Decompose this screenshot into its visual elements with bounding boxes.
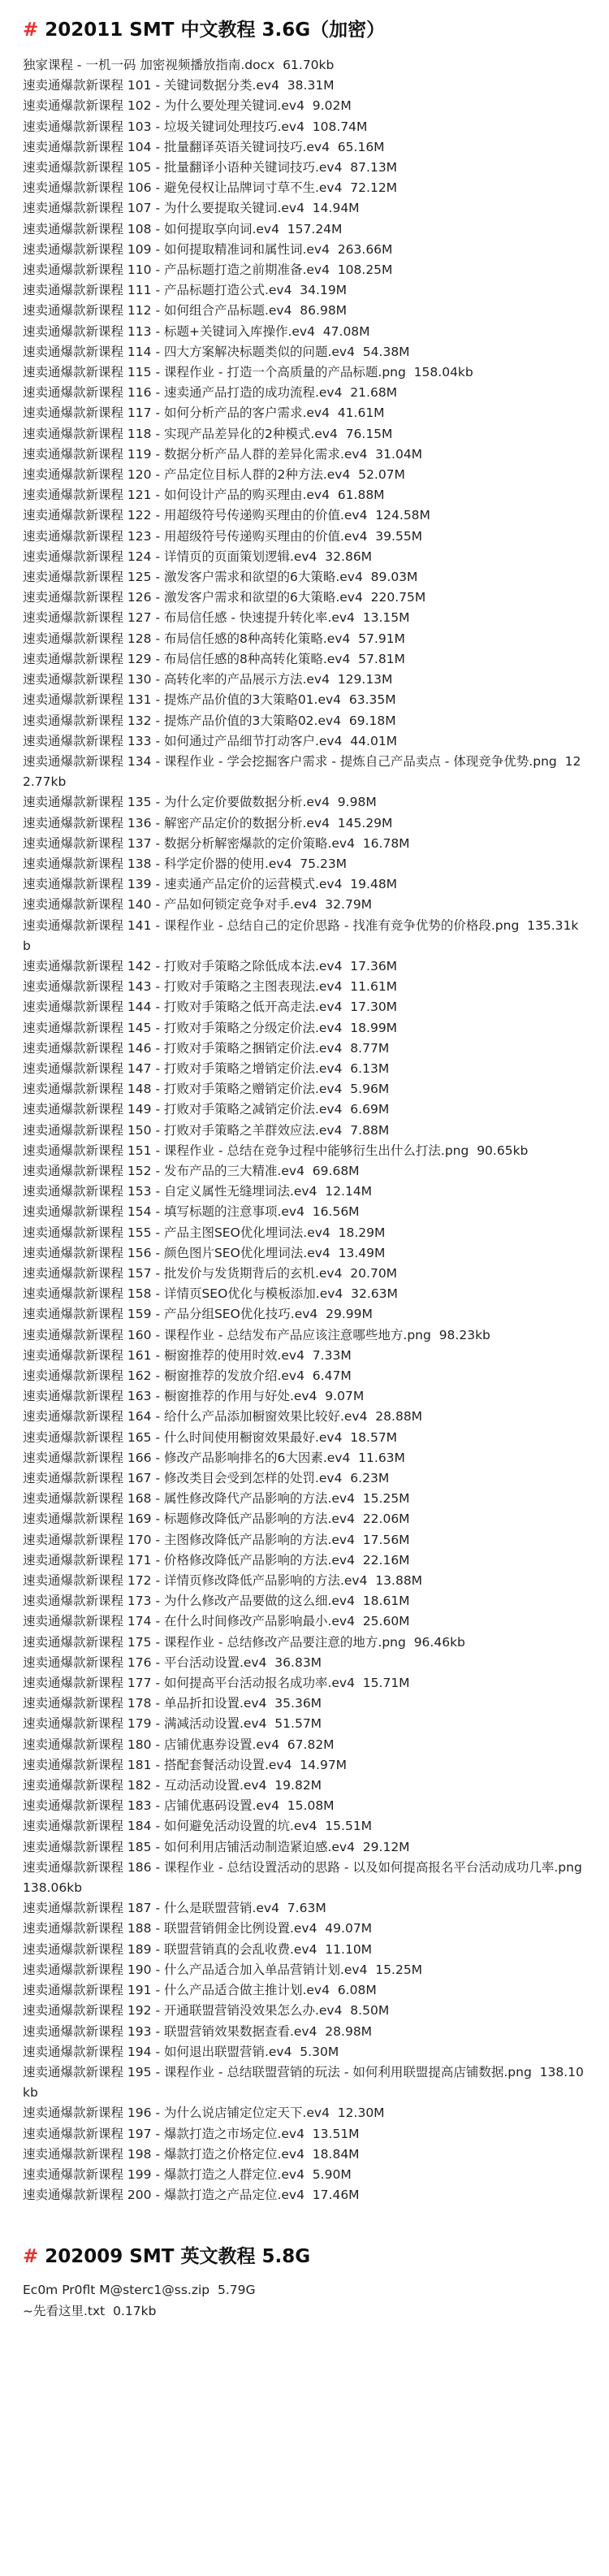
file-list-item: 速卖通爆款新课程 200 - 爆款打造之产品定位.ev4 17.46M [23, 2188, 360, 2203]
file-list-item: 速卖通爆款新课程 189 - 联盟营销真的会乱收费.ev4 11.10M [23, 1941, 373, 1957]
section-divider-space [23, 2205, 586, 2243]
file-list-item: 速卖通爆款新课程 125 - 激发客户需求和欲望的6大策略.ev4 89.03M [23, 570, 418, 585]
file-list-item: 速卖通爆款新课程 153 - 自定义属性无缝埋词法.ev4 12.14M [23, 1184, 373, 1199]
file-list-item: 速卖通爆款新课程 165 - 什么时间使用橱窗效果最好.ev4 18.57M [23, 1429, 398, 1445]
file-list-item: 速卖通爆款新课程 136 - 解密产品定价的数据分析.ev4 145.29M [23, 815, 393, 830]
file-list-item: 速卖通爆款新课程 158 - 详情页SEO优化与模板添加.ev4 32.63M [23, 1286, 398, 1302]
file-list-item: 速卖通爆款新课程 175 - 课程作业 - 总结修改产品要注意的地方.png 96.46kb [23, 1634, 465, 1650]
file-list-item: 速卖通爆款新课程 196 - 为什么说店铺定位定天下.ev4 12.30M [23, 2105, 385, 2121]
file-list-item: 速卖通爆款新课程 157 - 批发价与发货期背后的玄机.ev4 20.70M [23, 1265, 398, 1281]
file-list-item: 速卖通爆款新课程 195 - 课程作业 - 总结联盟营销的玩法 - 如何利用联盟提高店铺数据.png 138.10kb [23, 2064, 584, 2101]
file-list-item: 速卖通爆款新课程 105 - 批量翻译小语种关键词技巧.ev4 87.13M [23, 160, 398, 176]
file-list-item: 速卖通爆款新课程 186 - 课程作业 - 总结设置活动的思路 - 以及如何提高报名平台活动成功几率.png 138.06kb [23, 1859, 590, 1896]
section-heading [23, 2243, 586, 2270]
file-list-item: 速卖通爆款新课程 154 - 填写标题的注意事项.ev4 16.56M [23, 1204, 360, 1220]
file-list-item: 速卖通爆款新课程 182 - 互动活动设置.ev4 19.82M [23, 1778, 322, 1793]
file-list-item: 速卖通爆款新课程 103 - 垃圾关键词处理技巧.ev4 108.74M [23, 119, 368, 134]
file-list-item: 速卖通爆款新课程 172 - 详情页修改降低产品影响的方法.ev4 13.88M [23, 1573, 423, 1589]
file-list-item: 速卖通爆款新课程 176 - 平台活动设置.ev4 36.83M [23, 1654, 322, 1670]
file-list [23, 2280, 586, 2321]
file-list-item: 速卖通爆款新课程 111 - 产品标题打造公式.ev4 34.19M [23, 283, 348, 298]
file-list-item: 速卖通爆款新课程 140 - 产品如何锁定竞争对手.ev4 32.79M [23, 897, 373, 913]
file-list-item: 速卖通爆款新课程 156 - 颜色图片SEO优化埋词法.ev4 13.49M [23, 1245, 386, 1260]
file-list-item: 速卖通爆款新课程 145 - 打败对手策略之分级定价法.ev4 18.99M [23, 1020, 398, 1035]
file-list-item: 速卖通爆款新课程 173 - 为什么修改产品要做的这么细.ev4 18.61M [23, 1594, 410, 1609]
file-list-item: 速卖通爆款新课程 183 - 店铺优惠码设置.ev4 15.08M [23, 1798, 335, 1814]
file-list-item: 速卖通爆款新课程 169 - 标题修改降低产品影响的方法.ev4 22.06M [23, 1511, 410, 1527]
file-list-item: 速卖通爆款新课程 122 - 用超级符号传递购买理由的价值.ev4 124.58M [23, 508, 430, 523]
file-list-item: 速卖通爆款新课程 123 - 用超级符号传递购买理由的价值.ev4 39.55M [23, 528, 423, 544]
file-list-item: 速卖通爆款新课程 130 - 高转化率的产品展示方法.ev4 129.13M [23, 672, 393, 687]
file-list-item: 速卖通爆款新课程 132 - 提炼产品价值的3大策略02.ev4 69.18M [23, 713, 396, 728]
file-list-item: 速卖通爆款新课程 133 - 如何通过产品细节打动客户.ev4 44.01M [23, 733, 398, 748]
file-list-item: 速卖通爆款新课程 108 - 如何提取享向词.ev4 157.24M [23, 221, 343, 236]
file-list-item: 速卖通爆款新课程 119 - 数据分析产品人群的差异化需求.ev4 31.04M [23, 446, 423, 462]
file-list-item: 速卖通爆款新课程 101 - 关键词数据分类.ev4 38.31M [23, 78, 335, 93]
file-list-item: 速卖通爆款新课程 137 - 数据分析解密爆款的定价策略.ev4 16.78M [23, 835, 410, 851]
file-list-item: 速卖通爆款新课程 110 - 产品标题打造之前期准备.ev4 108.25M [23, 262, 393, 278]
file-list-item: 速卖通爆款新课程 113 - 标题+关键词入库操作.ev4 47.08M [23, 323, 370, 339]
file-list-item: 速卖通爆款新课程 166 - 修改产品影响排名的6大因素.ev4 11.63M [23, 1450, 405, 1465]
section-chinese-course [23, 16, 590, 2205]
file-list-item: 速卖通爆款新课程 155 - 产品主图SEO优化埋词法.ev4 18.29M [23, 1225, 386, 1240]
file-list-item: 速卖通爆款新课程 164 - 给什么产品添加橱窗效果比较好.ev4 28.88M [23, 1409, 423, 1425]
file-list-item: 速卖通爆款新课程 160 - 课程作业 - 总结发布产品应该注意哪些地方.png 98.23kb [23, 1327, 490, 1342]
file-list-item: 速卖通爆款新课程 171 - 价格修改降低产品影响的方法.ev4 22.16M [23, 1552, 410, 1568]
file-list-item: 速卖通爆款新课程 162 - 橱窗推荐的发放介绍.ev4 6.47M [23, 1368, 352, 1383]
file-list-item: 速卖通爆款新课程 139 - 速卖通产品定价的运营模式.ev4 19.48M [23, 877, 398, 892]
file-list-item: 速卖通爆款新课程 174 - 在什么时间修改产品影响最小.ev4 25.60M [23, 1614, 410, 1629]
file-list-item: 速卖通爆款新课程 104 - 批量翻译英语关键词技巧.ev4 65.16M [23, 139, 385, 154]
file-list-item: 速卖通爆款新课程 197 - 爆款打造之市场定位.ev4 13.51M [23, 2126, 360, 2141]
file-list-item: 速卖通爆款新课程 180 - 店铺优惠券设置.ev4 67.82M [23, 1737, 335, 1752]
file-list-item: 速卖通爆款新课程 109 - 如何提取精准词和属性词.ev4 263.66M [23, 241, 393, 257]
section-heading [23, 16, 586, 44]
file-list-item: 速卖通爆款新课程 114 - 四大方案解决标题类似的问题.ev4 54.38M [23, 344, 410, 359]
file-list-item: 速卖通爆款新课程 106 - 避免侵权让品牌词寸草不生.ev4 72.12M [23, 180, 398, 196]
file-list-item: 速卖通爆款新课程 161 - 橱窗推荐的使用时效.ev4 7.33M [23, 1347, 352, 1363]
file-list-item: 速卖通爆款新课程 151 - 课程作业 - 总结在竞争过程中能够衍生出什么打法.png 90.65kb [23, 1143, 529, 1158]
file-list-item: 速卖通爆款新课程 121 - 如何设计产品的购买理由.ev4 61.88M [23, 488, 385, 503]
file-list-item: 速卖通爆款新课程 190 - 什么产品适合加入单品营销计划.ev4 15.25M [23, 1962, 423, 1977]
file-list-item: 速卖通爆款新课程 192 - 开通联盟营销没效果怎么办.ev4 8.50M [23, 2003, 390, 2019]
file-list-item: 速卖通爆款新课程 163 - 橱窗推荐的作用与好处.ev4 9.07M [23, 1389, 365, 1404]
file-list-item: 速卖通爆款新课程 179 - 满减活动设置.ev4 51.57M [23, 1716, 322, 1732]
file-list-item: 速卖通爆款新课程 185 - 如何利用店铺活动制造紧迫感.ev4 29.12M [23, 1839, 410, 1854]
file-list-item: 速卖通爆款新课程 146 - 打败对手策略之捆销定价法.ev4 8.77M [23, 1040, 390, 1056]
file-list-item: 速卖通爆款新课程 112 - 如何组合产品标题.ev4 86.98M [23, 303, 348, 319]
file-list-item: 速卖通爆款新课程 148 - 打败对手策略之赠销定价法.ev4 5.96M [23, 1082, 390, 1097]
file-list-item: 速卖通爆款新课程 128 - 布局信任感的8种高转化策略.ev4 57.91M [23, 631, 405, 646]
file-list-item: 速卖通爆款新课程 191 - 什么产品适合做主推计划.ev4 6.08M [23, 1983, 377, 1998]
file-list-item: 速卖通爆款新课程 199 - 爆款打造之人群定位.ev4 5.90M [23, 2166, 352, 2182]
file-list-item: 速卖通爆款新课程 118 - 实现产品差异化的2种模式.ev4 76.15M [23, 426, 393, 441]
file-list-item: 速卖通爆款新课程 129 - 布局信任感的8种高转化策略.ev4 57.81M [23, 651, 405, 666]
file-list-item: ~先看这里.txt 0.17kb [23, 2303, 157, 2318]
file-list-item: 速卖通爆款新课程 147 - 打败对手策略之增销定价法.ev4 6.13M [23, 1060, 390, 1076]
file-list-item: 速卖通爆款新课程 120 - 产品定位目标人群的2种方法.ev4 52.07M [23, 467, 405, 483]
file-list-item: 速卖通爆款新课程 159 - 产品分组SEO优化技巧.ev4 29.99M [23, 1307, 373, 1322]
file-list-item: 速卖通爆款新课程 170 - 主图修改降低产品影响的方法.ev4 17.56M [23, 1532, 410, 1547]
file-list-item: Ec0m Pr0flt M@sterc1@ss.zip 5.79G [23, 2283, 256, 2298]
file-list-item: 速卖通爆款新课程 168 - 属性修改降代产品影响的方法.ev4 15.25M [23, 1491, 410, 1507]
file-list-item: 速卖通爆款新课程 181 - 搭配套餐活动设置.ev4 14.97M [23, 1757, 348, 1772]
file-list-item: 速卖通爆款新课程 150 - 打败对手策略之羊群效应法.ev4 7.88M [23, 1122, 390, 1138]
file-list-item: 速卖通爆款新课程 177 - 如何提高平台活动报名成功率.ev4 15.71M [23, 1676, 410, 1691]
file-list-item: 速卖通爆款新课程 143 - 打败对手策略之主图表现法.ev4 11.61M [23, 979, 398, 995]
file-list-item: 速卖通爆款新课程 188 - 联盟营销佣金比例设置.ev4 49.07M [23, 1921, 373, 1936]
file-list-item: 速卖通爆款新课程 102 - 为什么要处理关键词.ev4 9.02M [23, 98, 352, 114]
section-title: 202011 SMT 中文教程 3.6G（加密） [45, 20, 386, 41]
file-list-item: 速卖通爆款新课程 127 - 布局信任感 - 快速提升转化率.ev4 13.15M [23, 610, 410, 626]
file-list-item: 速卖通爆款新课程 116 - 速卖通产品打造的成功流程.ev4 21.68M [23, 385, 398, 401]
file-list-item: 速卖通爆款新课程 198 - 爆款打造之价格定位.ev4 18.84M [23, 2146, 360, 2162]
file-list-item: 速卖通爆款新课程 124 - 详情页的页面策划逻辑.ev4 32.86M [23, 549, 373, 564]
file-list-item: 速卖通爆款新课程 194 - 如何退出联盟营销.ev4 5.30M [23, 2044, 339, 2059]
file-list-item: 速卖通爆款新课程 126 - 激发客户需求和欲望的6大策略.ev4 220.75M [23, 590, 426, 605]
file-list-item: 速卖通爆款新课程 149 - 打败对手策略之减销定价法.ev4 6.69M [23, 1102, 390, 1117]
file-list-item: 速卖通爆款新课程 187 - 什么是联盟营销.ev4 7.63M [23, 1901, 326, 1916]
file-list-item: 速卖通爆款新课程 138 - 科学定价器的使用.ev4 75.23M [23, 856, 348, 871]
file-list-item: 速卖通爆款新课程 178 - 单品折扣设置.ev4 35.36M [23, 1696, 322, 1711]
heading-hash-mark: # [23, 20, 39, 41]
file-list-item: 速卖通爆款新课程 134 - 课程作业 - 学会挖掘客户需求 - 提炼自己产品卖点 - 体现竞争优势.png 122.77kb [23, 753, 581, 790]
file-list-item: 速卖通爆款新课程 135 - 为什么定价要做数据分析.ev4 9.98M [23, 795, 377, 810]
file-list-item: 速卖通爆款新课程 142 - 打败对手策略之除低成本法.ev4 17.36M [23, 958, 398, 974]
file-list [23, 55, 590, 2205]
file-list-item: 速卖通爆款新课程 115 - 课程作业 - 打造一个高质量的产品标题.png 158.04kb [23, 365, 473, 380]
file-list-item: 速卖通爆款新课程 117 - 如何分析产品的客户需求.ev4 41.61M [23, 405, 385, 421]
heading-hash-mark: # [23, 2246, 39, 2268]
file-list-item: 速卖通爆款新课程 193 - 联盟营销效果数据查看.ev4 28.98M [23, 2023, 373, 2039]
file-list-item: 速卖通爆款新课程 152 - 发布产品的三大精准.ev4 69.68M [23, 1163, 360, 1178]
file-list-item: 速卖通爆款新课程 184 - 如何避免活动设置的坑.ev4 15.51M [23, 1819, 373, 1834]
file-list-item: 速卖通爆款新课程 167 - 修改类目会受到怎样的处罚.ev4 6.23M [23, 1471, 390, 1486]
file-list-item: 速卖通爆款新课程 141 - 课程作业 - 总结自己的定价思路 - 找准有竞争优势的价格段.png 135.31kb [23, 917, 579, 953]
file-list-item: 速卖通爆款新课程 144 - 打败对手策略之低开高走法.ev4 17.30M [23, 1000, 398, 1015]
file-list-item: 速卖通爆款新课程 107 - 为什么要提取关键词.ev4 14.94M [23, 201, 360, 216]
file-list-item: 速卖通爆款新课程 131 - 提炼产品价值的3大策略01.ev4 63.35M [23, 692, 396, 708]
file-list-item: 独家课程 - 一机一码 加密视频播放指南.docx 61.70kb [23, 58, 335, 72]
section-title: 202009 SMT 英文教程 5.8G [45, 2246, 311, 2268]
section-english-course [23, 2243, 586, 2321]
